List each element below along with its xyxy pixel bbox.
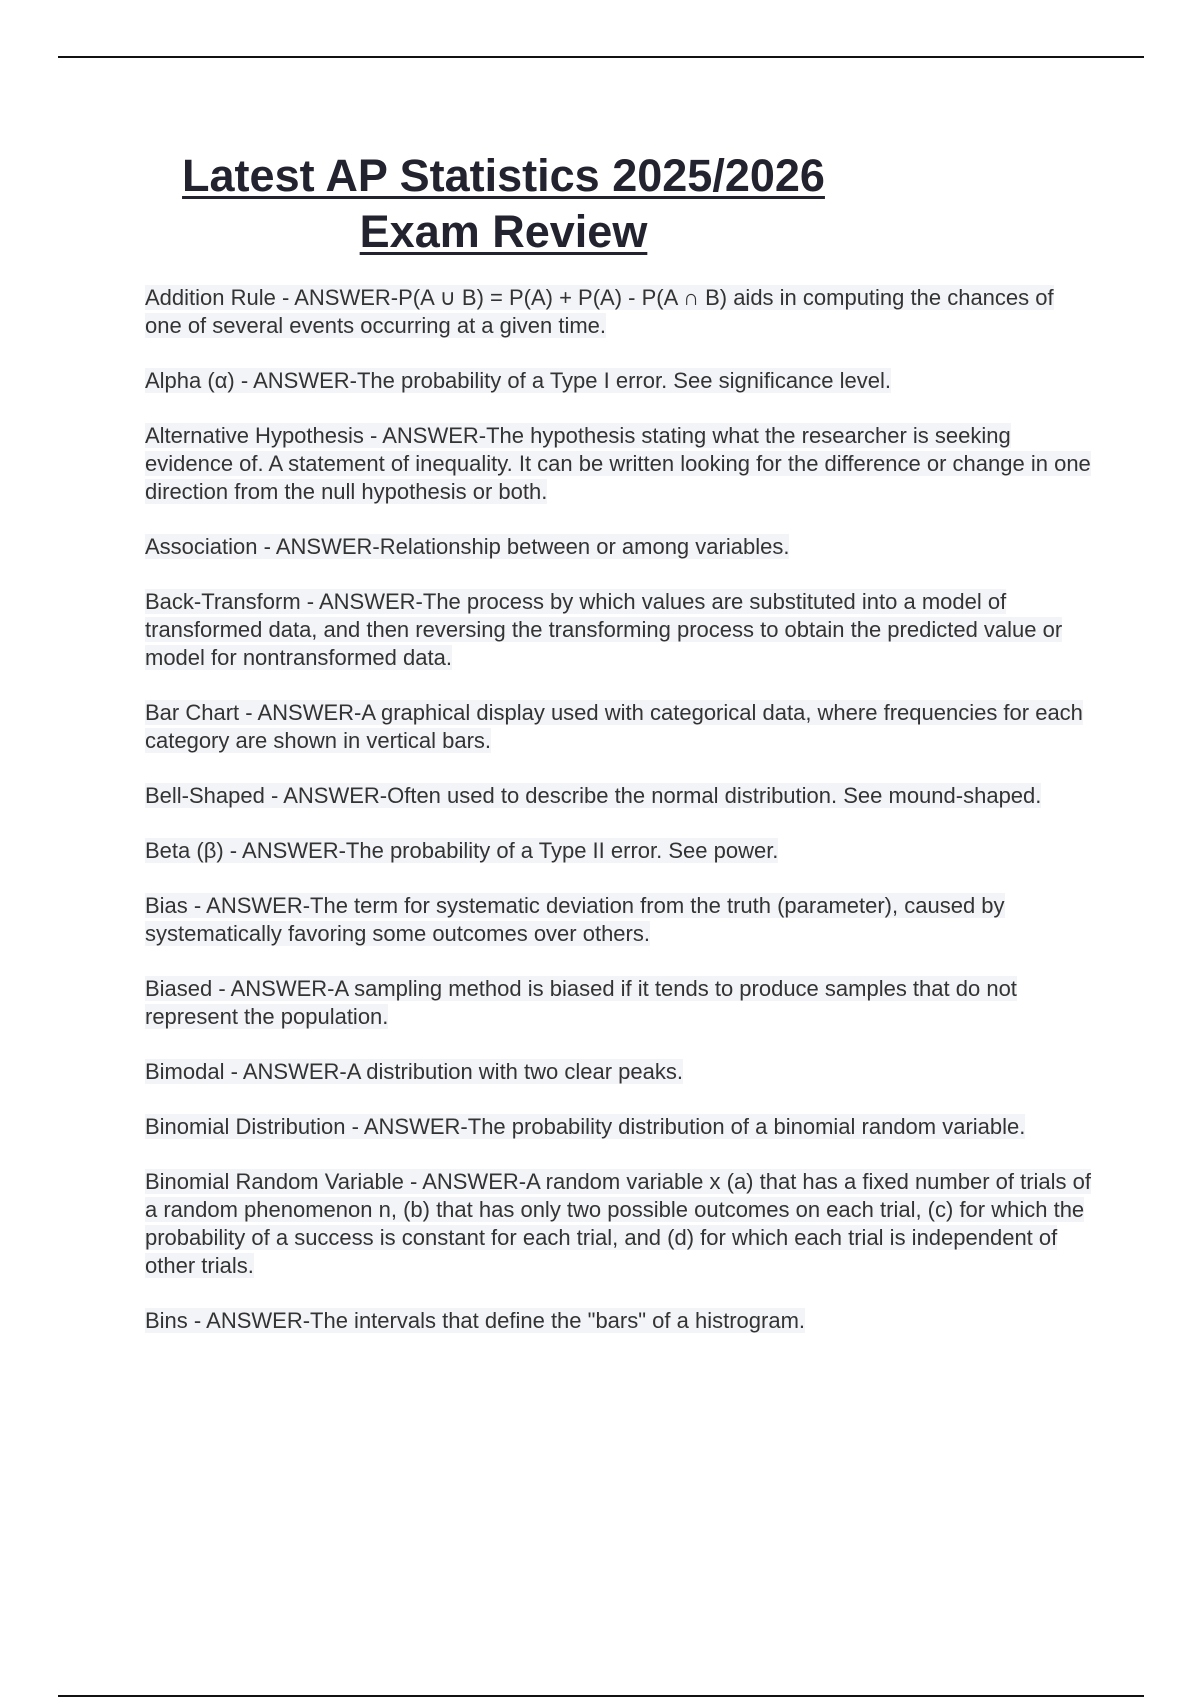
entry-separator: - — [212, 976, 231, 1001]
glossary-entry — [145, 699, 1095, 755]
entry-term: Association — [145, 534, 258, 559]
entry-answer: ANSWER-The intervals that define the "bars" of a histrogram. — [206, 1308, 806, 1333]
entry-answer: ANSWER-The term for systematic deviation from the truth (parameter), caused by systematically favoring some outcomes over others. — [145, 893, 1005, 946]
document-title — [146, 148, 861, 260]
glossary-entry — [145, 284, 1095, 340]
entry-term: Bell-Shaped — [145, 783, 265, 808]
entry-answer: ANSWER-The probability of a Type II error. See power. — [242, 838, 779, 863]
entry-answer: ANSWER-The hypothesis stating what the researcher is seeking evidence of. A statement of inequality. It can be written looking for the difference or change in one direction from the null hypothesis or both. — [145, 423, 1091, 504]
entry-separator: - — [345, 1114, 364, 1139]
entry-answer: ANSWER-A graphical display used with categorical data, where frequencies for each category are shown in vertical bars. — [145, 700, 1083, 753]
entry-term: Binomial Random Variable — [145, 1169, 404, 1194]
glossary-entry — [145, 533, 1095, 561]
entry-separator: - — [223, 838, 243, 863]
entry-term: Biased — [145, 976, 213, 1001]
glossary-entry — [145, 367, 1095, 395]
title-line-2: Exam Review — [359, 206, 648, 257]
entry-term: Bimodal — [145, 1059, 225, 1084]
entry-answer: ANSWER-Relationship between or among variables. — [275, 534, 790, 559]
entry-answer: ANSWER-The process by which values are substituted into a model of transformed data, and then reversing the transforming process to obtain the predicted value or model for nontransformed data. — [145, 589, 1063, 670]
glossary-entry — [145, 782, 1095, 810]
entry-separator: - — [300, 589, 319, 614]
entry-separator: - — [257, 534, 276, 559]
entry-term: Addition Rule — [145, 285, 276, 310]
title-line-1: Latest AP Statistics 2025/2026 — [182, 150, 825, 201]
entry-answer: ANSWER-The probability of a Type I error. See significance level. — [253, 368, 891, 393]
glossary-entry — [145, 1113, 1095, 1141]
glossary-entry — [145, 1168, 1095, 1280]
glossary-entry — [145, 1058, 1095, 1086]
entry-answer: ANSWER-The probability distribution of a binomial random variable. — [363, 1114, 1026, 1139]
entry-separator: - — [264, 783, 284, 808]
entry-answer: ANSWER-P(A ∪ B) = P(A) + P(A) - P(A ∩ B) aids in computing the chances of one of several events occurring at a given time. — [145, 285, 1054, 338]
entry-term: Alternative Hypothesis — [145, 423, 364, 448]
entry-term: Bar Chart — [145, 700, 240, 725]
glossary-list — [145, 284, 1095, 1362]
top-divider — [58, 56, 1144, 58]
glossary-entry — [145, 975, 1095, 1031]
entry-separator: - — [363, 423, 383, 448]
entry-separator: - — [234, 368, 254, 393]
entry-term: Back-Transform — [145, 589, 301, 614]
bottom-divider — [58, 1695, 1144, 1697]
entry-answer: ANSWER-A random variable x (a) that has a fixed number of trials of a random phenomenon n, (b) that has only two possible outcomes on each trial, (c) for which the probability of a success is constant for each trial, and (d) for which each trial is independent of other trials. — [145, 1169, 1092, 1278]
entry-term: Bias — [145, 893, 188, 918]
entry-separator: - — [224, 1059, 243, 1084]
entry-answer: ANSWER-Often used to describe the normal distribution. See mound-shaped. — [283, 783, 1042, 808]
entry-term: Binomial Distribution — [145, 1114, 346, 1139]
entry-answer: ANSWER-A sampling method is biased if it tends to produce samples that do not represent the population. — [145, 976, 1017, 1029]
entry-separator: - — [275, 285, 295, 310]
entry-separator: - — [403, 1169, 423, 1194]
entry-separator: - — [239, 700, 258, 725]
glossary-entry — [145, 837, 1095, 865]
glossary-entry — [145, 422, 1095, 506]
entry-term: Bins — [145, 1308, 188, 1333]
entry-separator: - — [187, 1308, 207, 1333]
glossary-entry — [145, 1307, 1095, 1335]
entry-term: Beta (β) — [145, 838, 224, 863]
entry-answer: ANSWER-A distribution with two clear peaks. — [242, 1059, 683, 1084]
entry-separator: - — [187, 893, 207, 918]
glossary-entry — [145, 892, 1095, 948]
entry-term: Alpha (α) — [145, 368, 235, 393]
glossary-entry — [145, 588, 1095, 672]
